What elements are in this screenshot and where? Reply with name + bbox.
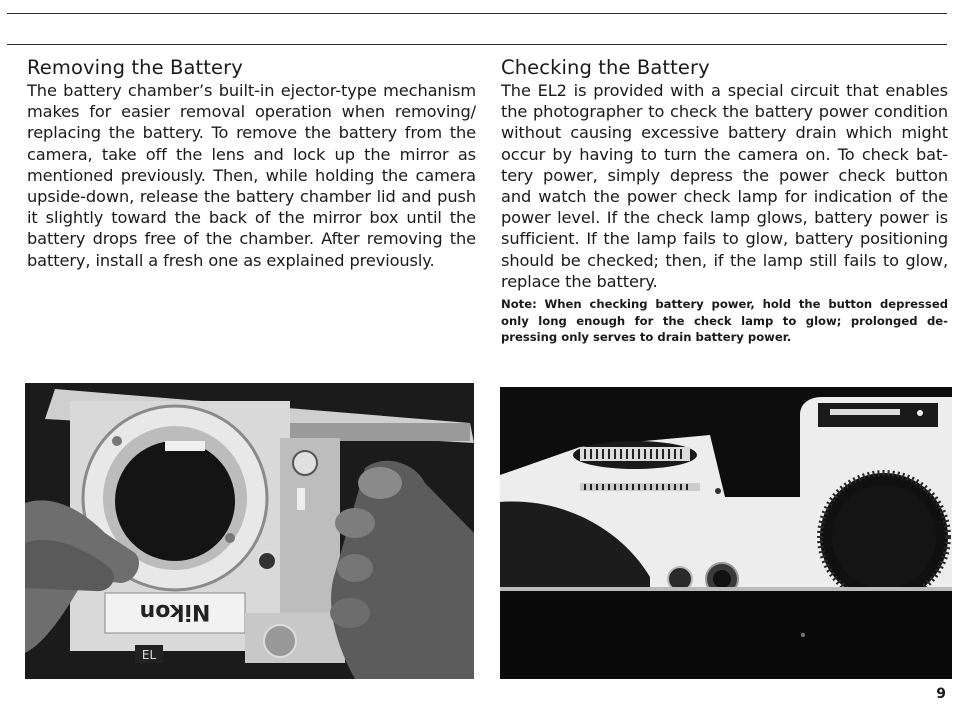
nikon-logo: Nikon [139, 599, 211, 624]
page-number: 9 [936, 686, 946, 702]
checking-battery-text: The EL2 is provided with a special circuit that enables the photographer to check the battery power condition without causing excessive battery drain which might occur by having to turn the camera on. To check bat- tery power, simply depress the power check button and watch the power check lamp for indication of the power level. If the check lamp glows, battery power is sufficient. If the lamp fails to glow, battery positioning should be checked; then, if the lamp still fails to glow, replace the battery. [501, 81, 948, 291]
removing-battery-heading: Removing the Battery [27, 56, 243, 79]
checking-battery-heading: Checking the Battery [501, 56, 710, 79]
battery-note: Note: When checking battery power, hold the button depressed only long enough for the check lamp to glow; prolonged de- pressing only serves to drain battery power. [501, 297, 948, 345]
removing-battery-section [27, 55, 476, 271]
camera-illustration-right [500, 387, 952, 679]
top-rule [7, 13, 947, 14]
camera-illustration-left [25, 383, 474, 679]
power-check-photo [500, 387, 952, 679]
camera-battery-removal-photo [25, 383, 474, 679]
checking-battery-section [501, 55, 948, 346]
removing-battery-text: The battery chamber’s built-in ejector-type mechanism makes for easier removal operation when removing/ replacing the battery. To remove the battery from the camera, take off the lens and lock up the mirror as mentioned previously. Then, while holding the camera upside-down, release the battery chamber lid and push it slightly toward the back of the mirror box until the battery drops free of the chamber. After removing the battery, install a fresh one as explained previously. [27, 81, 476, 270]
el-badge: EL [141, 648, 157, 662]
header-rule [7, 44, 947, 45]
